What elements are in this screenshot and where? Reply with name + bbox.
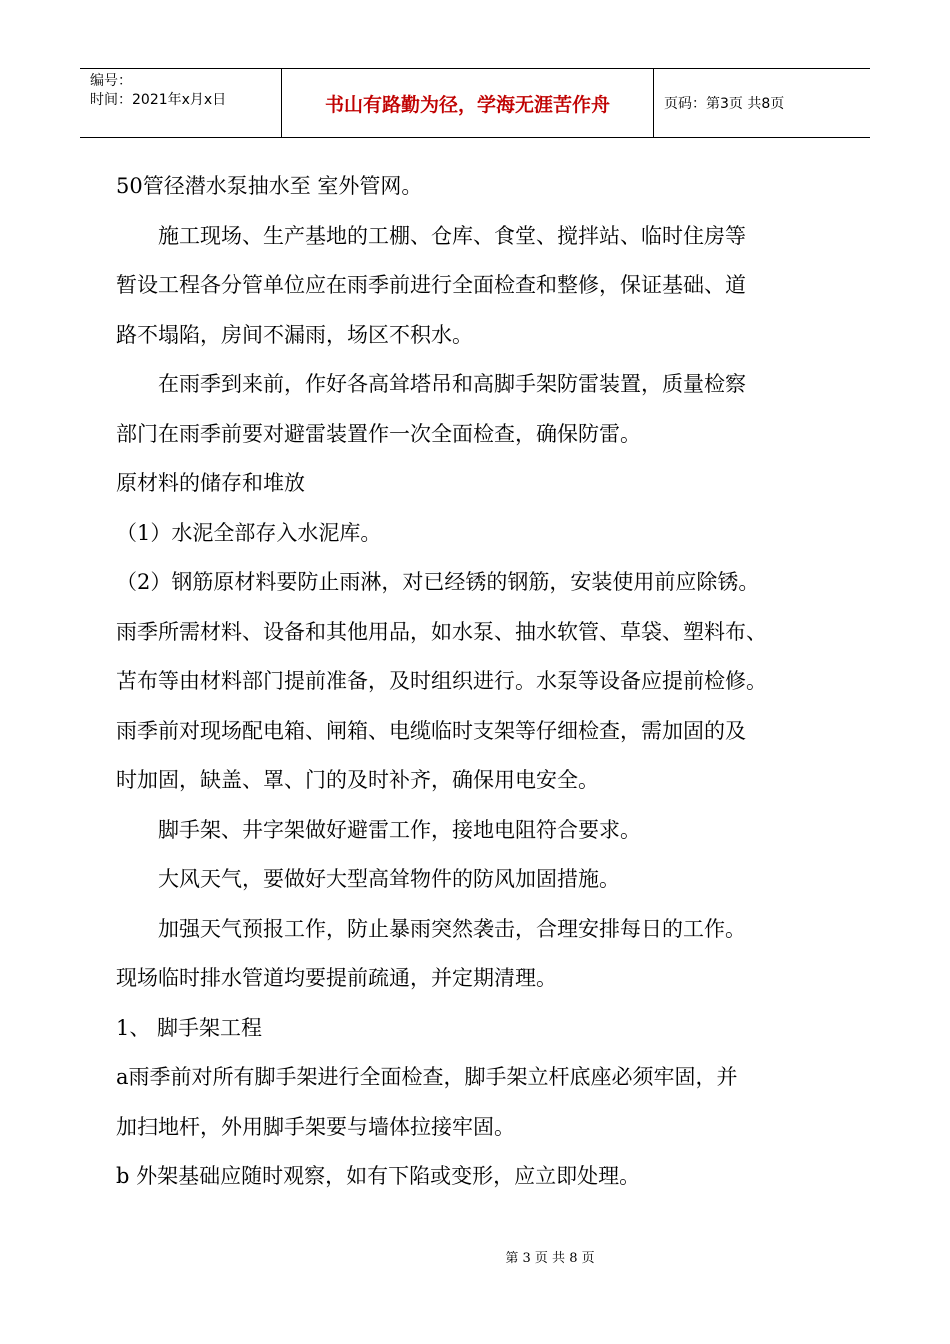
body-line: 苫布等由材料部门提前准备，及时组织进行。水泵等设备应提前检修。 xyxy=(116,669,767,693)
body-line: 大风天气，要做好大型高耸物件的防风加固措施。 xyxy=(158,867,620,891)
body-line: 脚手架、井字架做好避雷工作，接地电阻符合要求。 xyxy=(158,817,641,842)
document-date: 时间：2021年x月x日 xyxy=(90,92,227,108)
document-body xyxy=(116,162,846,1202)
body-line: 加扫地杆，外用脚手架要与墙体拉接牢固。 xyxy=(116,1114,515,1139)
footer-page-number: 第 3 页 共 8 页 xyxy=(505,1251,595,1266)
body-line: 暂设工程各分管单位应在雨季前进行全面检查和整修，保证基础、道 xyxy=(116,273,746,297)
body-line: （2）钢筋原材料要防止雨淋，对已经锈的钢筋，安装使用前应除锈。 xyxy=(116,570,760,594)
document-number-label: 编号： xyxy=(90,73,132,89)
page-footer xyxy=(0,1247,950,1266)
body-line: 原材料的储存和堆放 xyxy=(116,471,305,495)
body-line: 现场临时排水管道均要提前疏通，并定期清理。 xyxy=(116,966,557,990)
body-line: 路不塌陷，房间不漏雨，场区不积水。 xyxy=(116,322,473,347)
body-line: 加强天气预报工作，防止暴雨突然袭击，合理安排每日的工作。 xyxy=(158,916,746,941)
body-line: （1）水泥全部存入水泥库。 xyxy=(116,520,382,545)
header-page-info: 页码：第3页 共8页 xyxy=(664,96,785,112)
body-line: b 外架基础应随时观察，如有下陷或变形，应立即处理。 xyxy=(116,1164,641,1188)
page-header xyxy=(80,68,870,138)
body-line: 在雨季到来前，作好各高耸塔吊和高脚手架防雷装置，质量检察 xyxy=(158,372,746,396)
body-line: 50管径潜水泵抽水至 室外管网。 xyxy=(116,174,423,198)
body-line: 雨季所需材料、设备和其他用品，如水泵、抽水软管、草袋、塑料布、 xyxy=(116,619,767,644)
body-line: 1、 脚手架工程 xyxy=(116,1015,263,1040)
body-line: 部门在雨季前要对避雷装置作一次全面检查，确保防雷。 xyxy=(116,421,641,446)
body-line: 雨季前对现场配电箱、闸箱、电缆临时支架等仔细检查，需加固的及 xyxy=(116,718,746,743)
header-motto: 书山有路勤为径，学海无涯苦作舟 xyxy=(282,69,654,137)
header-meta xyxy=(80,69,282,137)
body-line: 施工现场、生产基地的工棚、仓库、食堂、搅拌站、临时住房等 xyxy=(158,223,746,248)
body-line: a雨季前对所有脚手架进行全面检查，脚手架立杆底座必须牢固，并 xyxy=(116,1065,738,1089)
body-line: 时加固，缺盖、罩、门的及时补齐，确保用电安全。 xyxy=(116,768,599,792)
